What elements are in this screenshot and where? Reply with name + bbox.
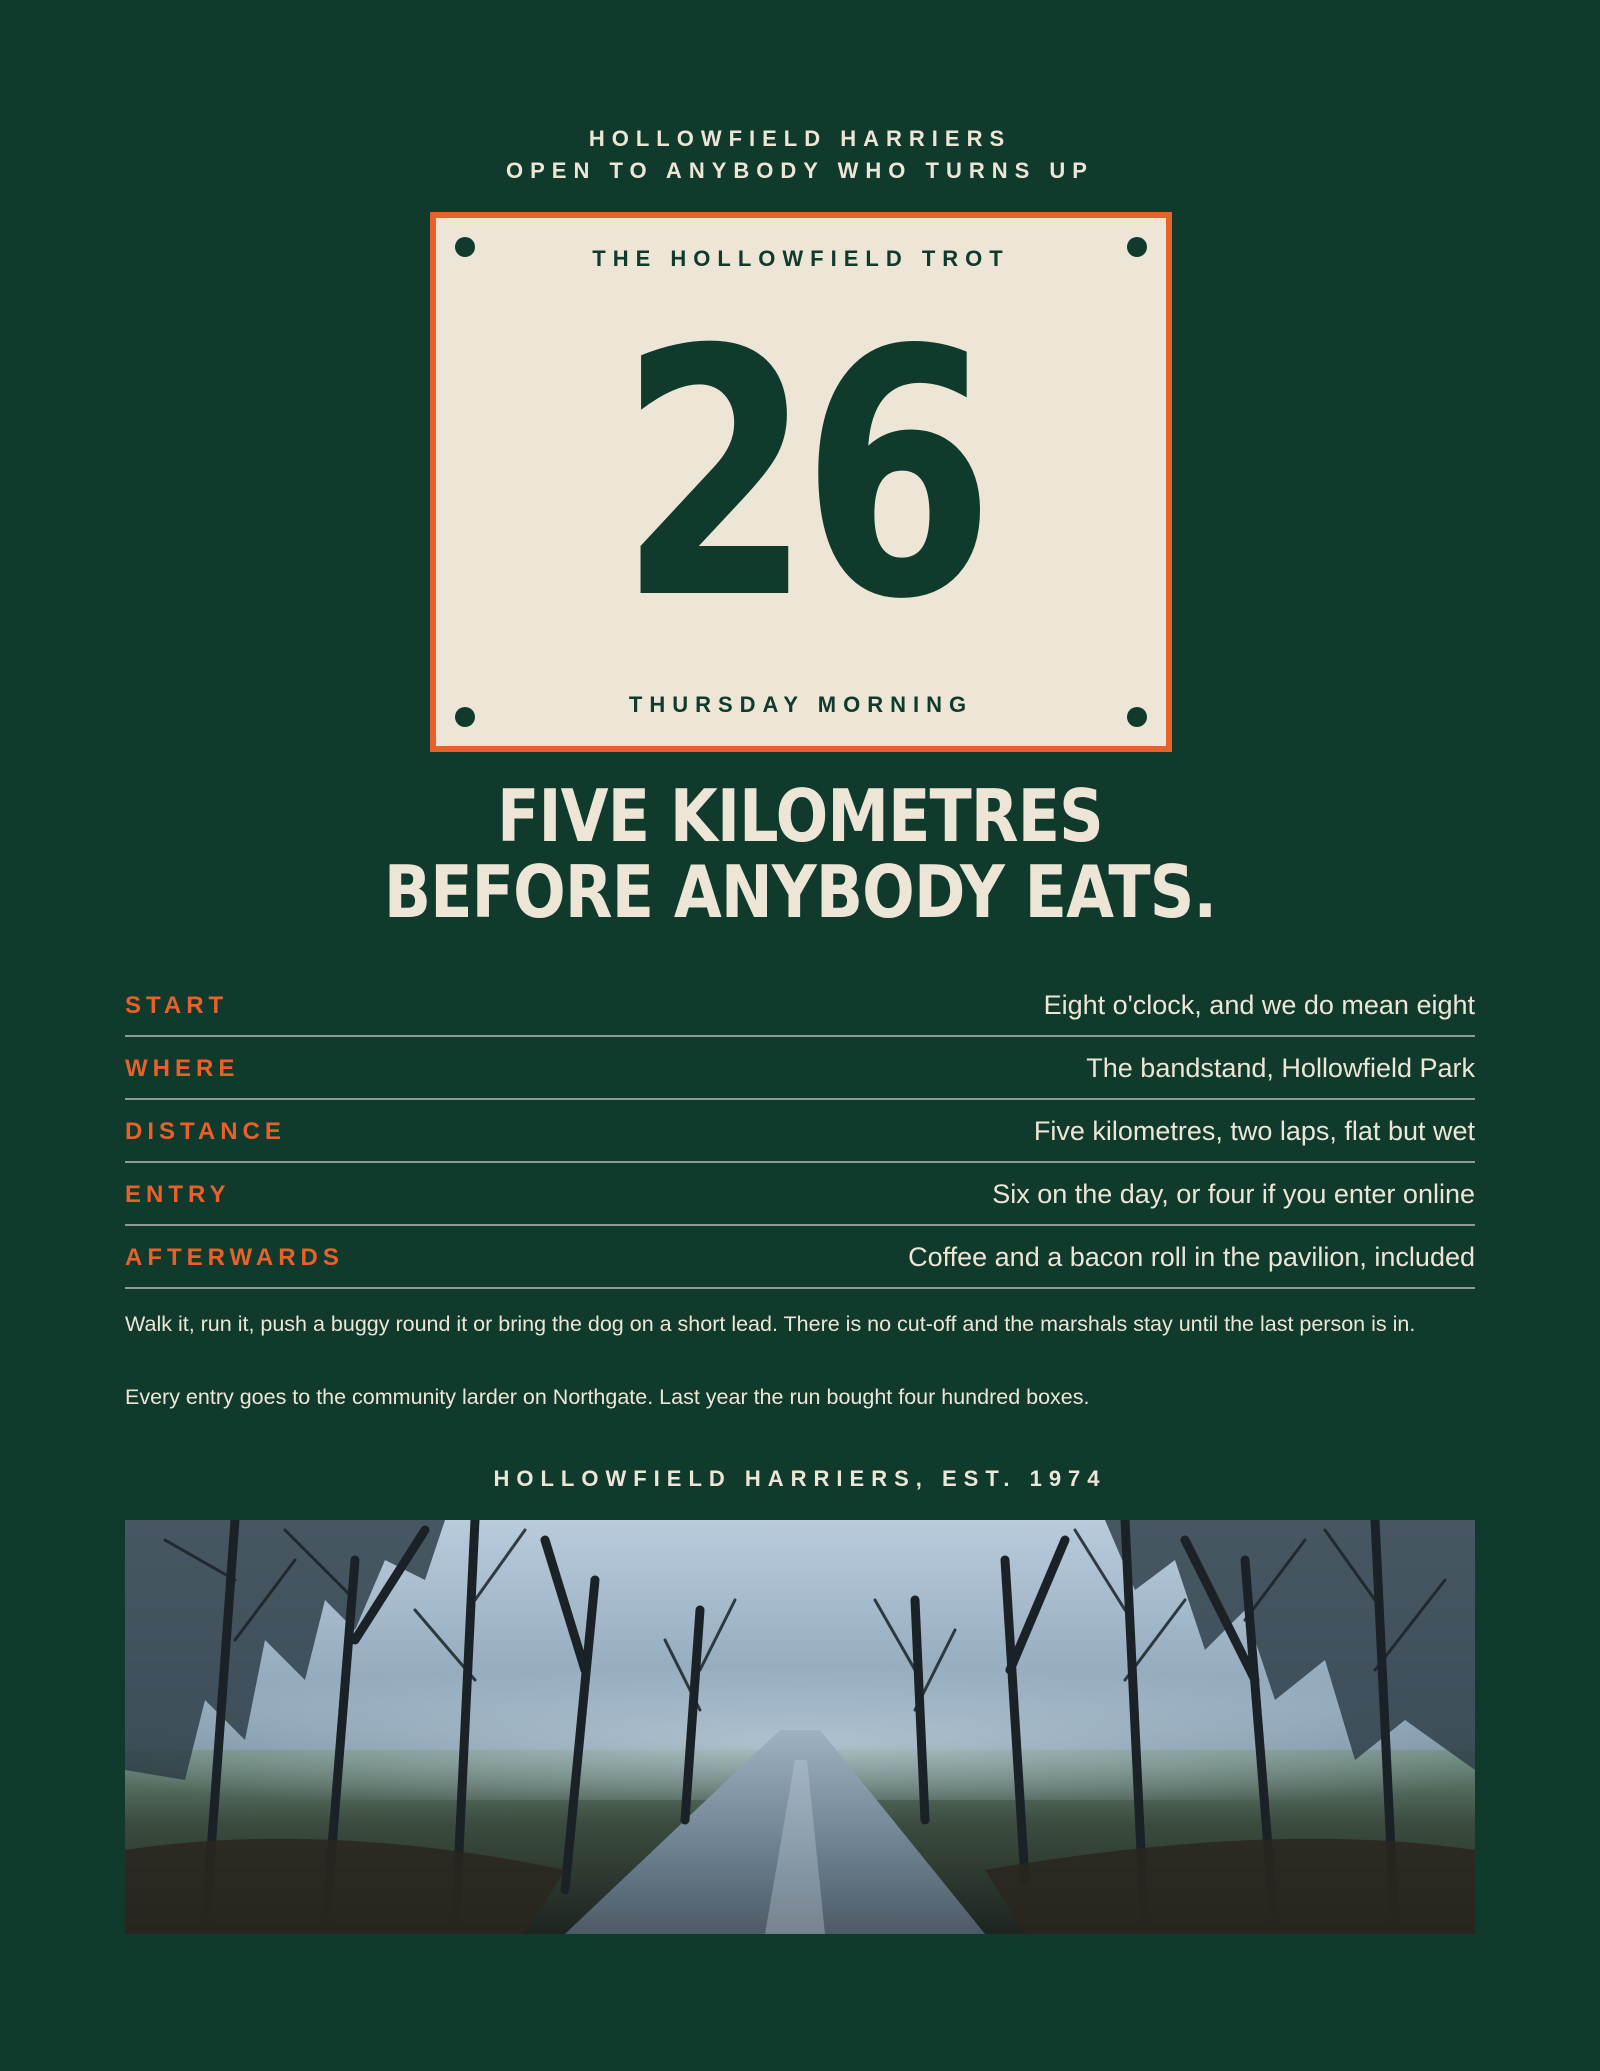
bib-number: 26	[618, 278, 984, 674]
fact-value: The bandstand, Hollowfield Park	[1086, 1053, 1475, 1083]
fact-row-distance	[125, 1102, 1475, 1163]
misty-park-image	[125, 1520, 1475, 1934]
fact-value: Coffee and a bacon roll in the pavilion, included	[908, 1242, 1475, 1272]
fact-value: Eight o'clock, and we do mean eight	[1043, 990, 1475, 1020]
headline-line-1: FIVE KILOMETRES	[497, 774, 1103, 858]
fact-row-where	[125, 1039, 1475, 1100]
info-paragraph: Walk it, run it, push a buggy round it or bring the dog on a short lead. There is no cut-off and the marshals stay until the last person is in.	[125, 1312, 1416, 1336]
fact-label: ENTRY	[125, 1180, 231, 1208]
tagline: OPEN TO ANYBODY WHO TURNS UP	[506, 158, 1094, 183]
headline	[220, 774, 1381, 934]
established-line: HOLLOWFIELD HARRIERS, EST. 1974	[493, 1466, 1107, 1491]
info-paragraph: Every entry goes to the community larder on Northgate. Last year the run bought four hundred boxes.	[125, 1385, 1090, 1409]
fact-label: DISTANCE	[125, 1117, 286, 1145]
fact-row-entry	[125, 1165, 1475, 1226]
club-name: HOLLOWFIELD HARRIERS	[588, 126, 1012, 151]
fact-value: Five kilometres, two laps, flat but wet	[1033, 1116, 1475, 1146]
race-bib	[430, 212, 1172, 752]
fact-row-afterwards	[125, 1228, 1475, 1289]
fact-label: START	[125, 991, 229, 1019]
park-path-photo	[125, 1520, 1475, 1934]
bib-day: THURSDAY MORNING	[628, 692, 974, 717]
fact-label: WHERE	[125, 1054, 240, 1082]
headline-line-2: BEFORE ANYBODY EATS.	[383, 850, 1217, 934]
bib-event-name: THE HOLLOWFIELD TROT	[592, 246, 1010, 271]
fact-value: Six on the day, or four if you enter online	[992, 1179, 1475, 1209]
facts-list	[125, 976, 1475, 1291]
fact-label: AFTERWARDS	[125, 1243, 344, 1271]
fact-row-start	[125, 976, 1475, 1037]
